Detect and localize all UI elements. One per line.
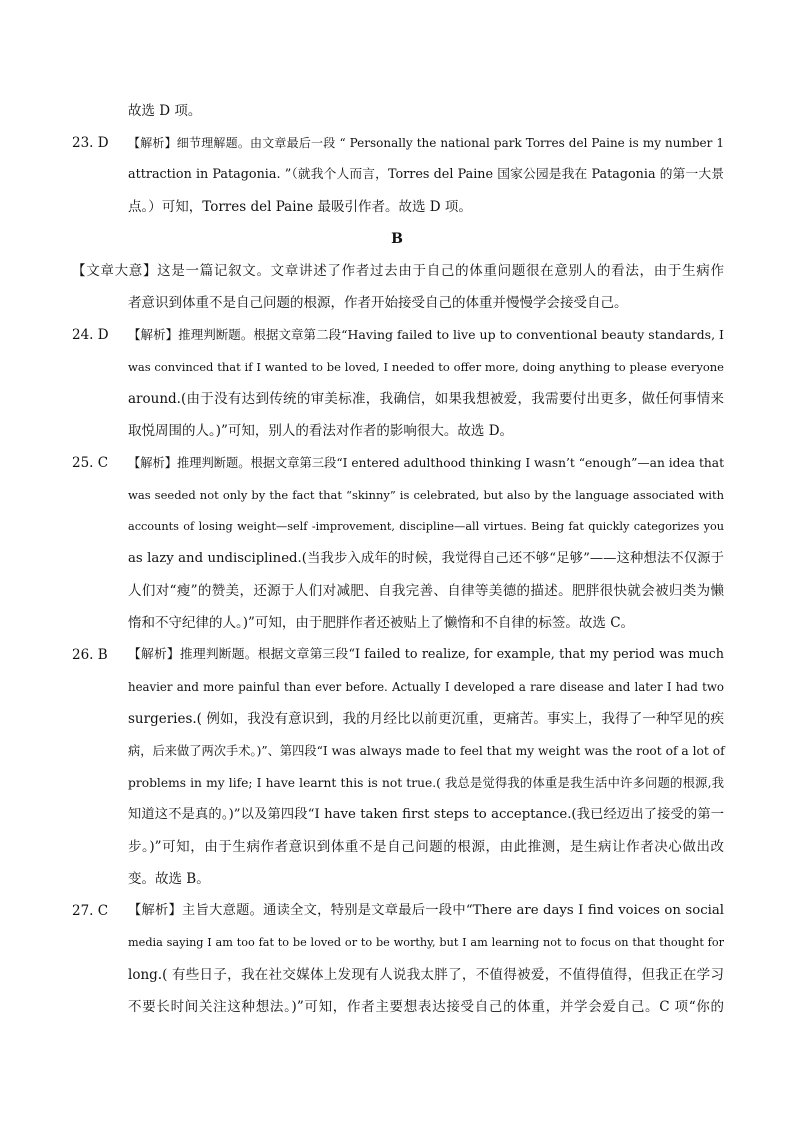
q27-number: 27. C bbox=[72, 903, 109, 919]
section-b-heading: B bbox=[391, 231, 403, 247]
q26-line-7: 步。)”可知，由于生病作者意识到体重不是自己问题的根源，由此推测，是生病让作者决心做出改 bbox=[128, 839, 724, 855]
q25-number: 25. C bbox=[72, 455, 109, 471]
q24-line-1: 【解析】推理判断题。根据文章第二段“Having failed to live up to conventional beauty standards, I bbox=[128, 327, 724, 342]
q26-line-2: heavier and more painful than ever before. Actually I developed a rare disease and later I had two bbox=[128, 680, 724, 694]
q23-line-2: attraction in Patagonia. ”（就我个人而言，Torres del Paine 国家公园是我在 Patagonia 的第一大景 bbox=[128, 167, 724, 182]
q23-line-1: 【解析】细节理解题。由文章最后一段 “ Personally the national park Torres del Paine is my number 1 bbox=[128, 136, 724, 150]
q25-line-1: 【解析】推理判断题。根据文章第三段“I entered adulthood thinking I wasn’t “enough”—an idea that bbox=[128, 456, 724, 470]
q24-number: 24. D bbox=[72, 327, 109, 343]
q25-line-3: accounts of losing weight—self -improvement, discipline—all virtues. Being fat quickly categorizes you bbox=[128, 520, 724, 533]
q26-line-5: problems in my life; I have learnt this is not true.( 我总是觉得我的体重是我生活中许多问题的根源,我 bbox=[128, 776, 724, 790]
q26-line-4: 病，后来做了两次手术。)”、第四段“I was always made to feel that my weight was the root of a lot of bbox=[128, 744, 725, 758]
q25-line-2: was seeded not only by the fact that “skinny” is celebrated, but also by the language associated with bbox=[128, 488, 724, 502]
q23-line-3: 点。）可知，Torres del Paine 最吸引作者。故选 D 项。 bbox=[128, 199, 472, 215]
q26-line-1: 【解析】推理判断题。根据文章第三段“I failed to realize, for example, that my period was much bbox=[128, 647, 724, 662]
q24-line-4: 取悦周围的人。)”可知，别人的看法对作者的影响很大。故选 D。 bbox=[128, 423, 514, 439]
q24-line-2: was convinced that if I wanted to be loved, I needed to offer more, doing anything to please everyone bbox=[128, 360, 724, 374]
q23-number: 23. D bbox=[72, 135, 109, 151]
q25-line-5: 人们对“瘦”的赞美，还源于人们对减肥、自我完善、自律等美德的描述。肥胖很快就会被归类为懒 bbox=[128, 583, 724, 599]
q26-line-6: 知道这不是真的。)”以及第四段“I have taken first steps to acceptance.(我已经迈出了接受的第一 bbox=[128, 807, 724, 822]
q27-line-2: media saying I am too fat to be loved or to be worthy, but I am learning not to focus on that thought for bbox=[128, 936, 724, 949]
q24-line-3: around.(由于没有达到传统的审美标准，我确信，如果我想被爱，我需要付出更多，做任何事情来 bbox=[128, 391, 724, 407]
q26-line-8: 变。故选 B。 bbox=[128, 871, 210, 887]
q27-line-4: 不要长时间关注这种想法。)”可知，作者主要想表达接受自己的体重，并学会爱自己。C 项“你的 bbox=[128, 999, 724, 1015]
q27-line-1: 【解析】主旨大意题。通读全文，特别是文章最后一段中“There are days I find voices on social bbox=[128, 903, 724, 918]
q25-line-6: 惰和不守纪律的人。)”可知，由于肥胖作者还被贴上了懒惰和不自律的标签。故选 C。 bbox=[128, 615, 635, 631]
section-b-summary-line-2: 者意识到体重不是自己问题的根源，作者开始接受自己的体重并慢慢学会接受自己。 bbox=[128, 295, 628, 311]
section-b-summary-line-1: 【文章大意】这是一篇记叙文。文章讲述了作者过去由于自己的体重问题很在意别人的看法，由于生病作 bbox=[72, 263, 724, 279]
q22-conclusion: 故选 D 项。 bbox=[128, 103, 202, 119]
q27-line-3: long.( 有些日子，我在社交媒体上发现有人说我太胖了，不值得被爱，不值得值得，但我正在学习 bbox=[128, 967, 724, 983]
q25-line-4: as lazy and undisciplined.(当我步入成年的时候，我觉得自己还不够“足够”——这种想法不仅源于 bbox=[128, 551, 724, 566]
q26-number: 26. B bbox=[72, 647, 108, 663]
q26-line-3: surgeries.( 例如，我没有意识到，我的月经比以前更沉重，更痛苦。事实上，我得了一种罕见的疾 bbox=[128, 711, 724, 727]
